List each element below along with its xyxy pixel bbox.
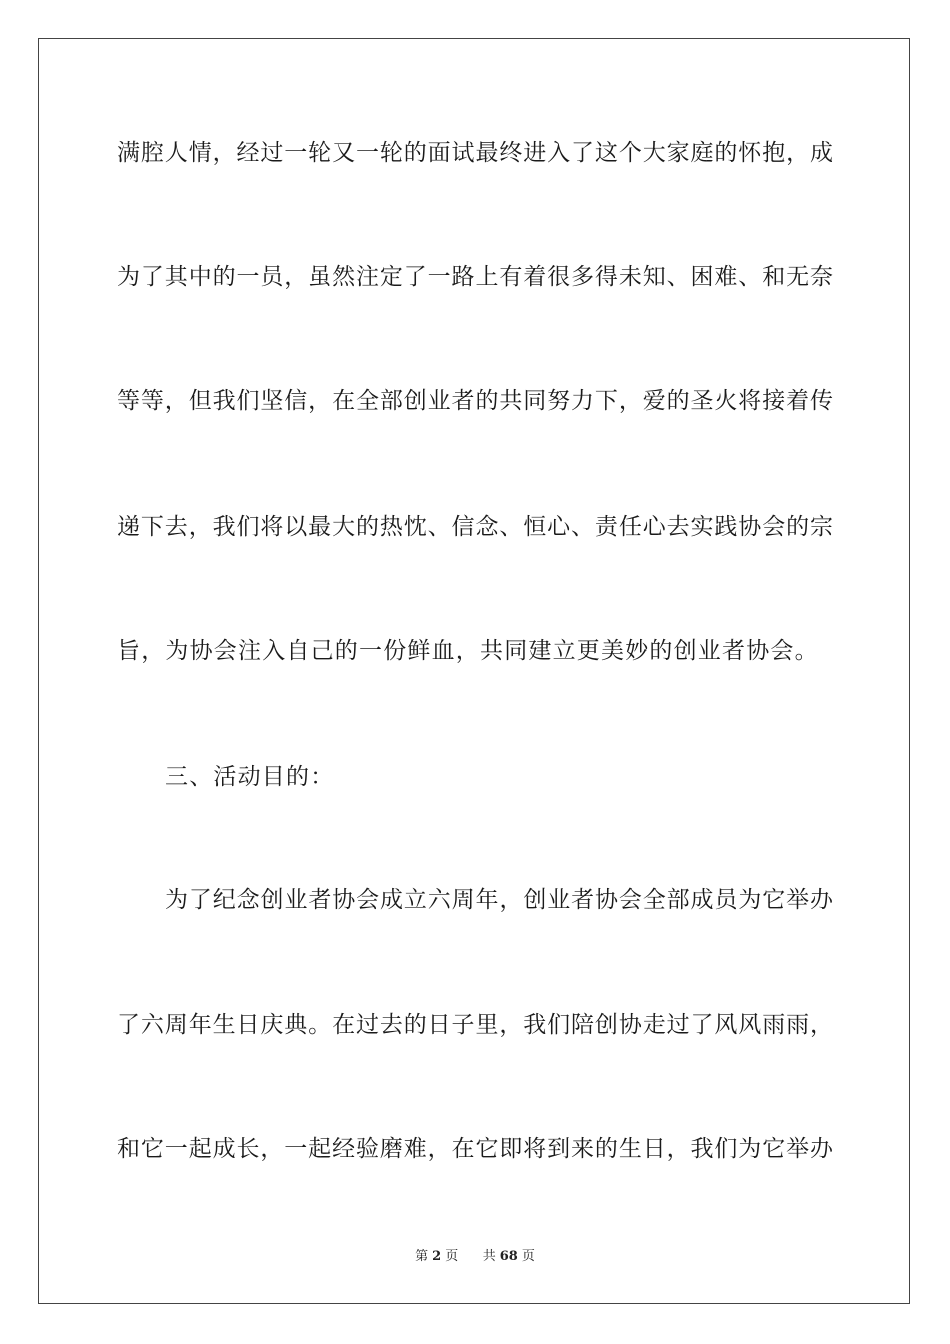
total-pages: 68: [499, 1249, 518, 1264]
body-line-8: 了六周年生日庆典。在过去的日子里，我们陪创协走过了风风雨雨，: [117, 1012, 833, 1038]
total-suffix: 页: [521, 1249, 535, 1264]
page-prefix: 第: [415, 1249, 429, 1264]
page-suffix: 页: [445, 1249, 459, 1264]
page-number: 2: [432, 1249, 442, 1264]
body-line-2: 为了其中的一员，虽然注定了一路上有着很多得未知、困难、和无奈: [117, 264, 833, 290]
total-prefix: 共: [482, 1249, 496, 1264]
body-line-7: 为了纪念创业者协会成立六周年，创业者协会全部成员为它举办: [165, 887, 833, 913]
body-line-1: 满腔人情，经过一轮又一轮的面试最终进入了这个大家庭的怀抱，成: [117, 140, 833, 166]
section-heading: 三、活动目的：: [165, 764, 335, 790]
body-line-5: 旨，为协会注入自己的一份鲜血，共同建立更美妙的创业者协会。: [117, 638, 819, 664]
body-line-4: 递下去，我们将以最大的热忱、信念、恒心、责任心去实践协会的宗: [117, 514, 833, 540]
body-line-3: 等等，但我们坚信，在全部创业者的共同努力下，爱的圣火将接着传: [117, 388, 833, 414]
body-line-9: 和它一起成长，一起经验磨难，在它即将到来的生日，我们为它举办: [117, 1136, 833, 1162]
page-indicator: [413, 1249, 460, 1264]
page-footer: [0, 1248, 950, 1266]
total-indicator: [481, 1249, 537, 1264]
page-border: [38, 38, 910, 1304]
